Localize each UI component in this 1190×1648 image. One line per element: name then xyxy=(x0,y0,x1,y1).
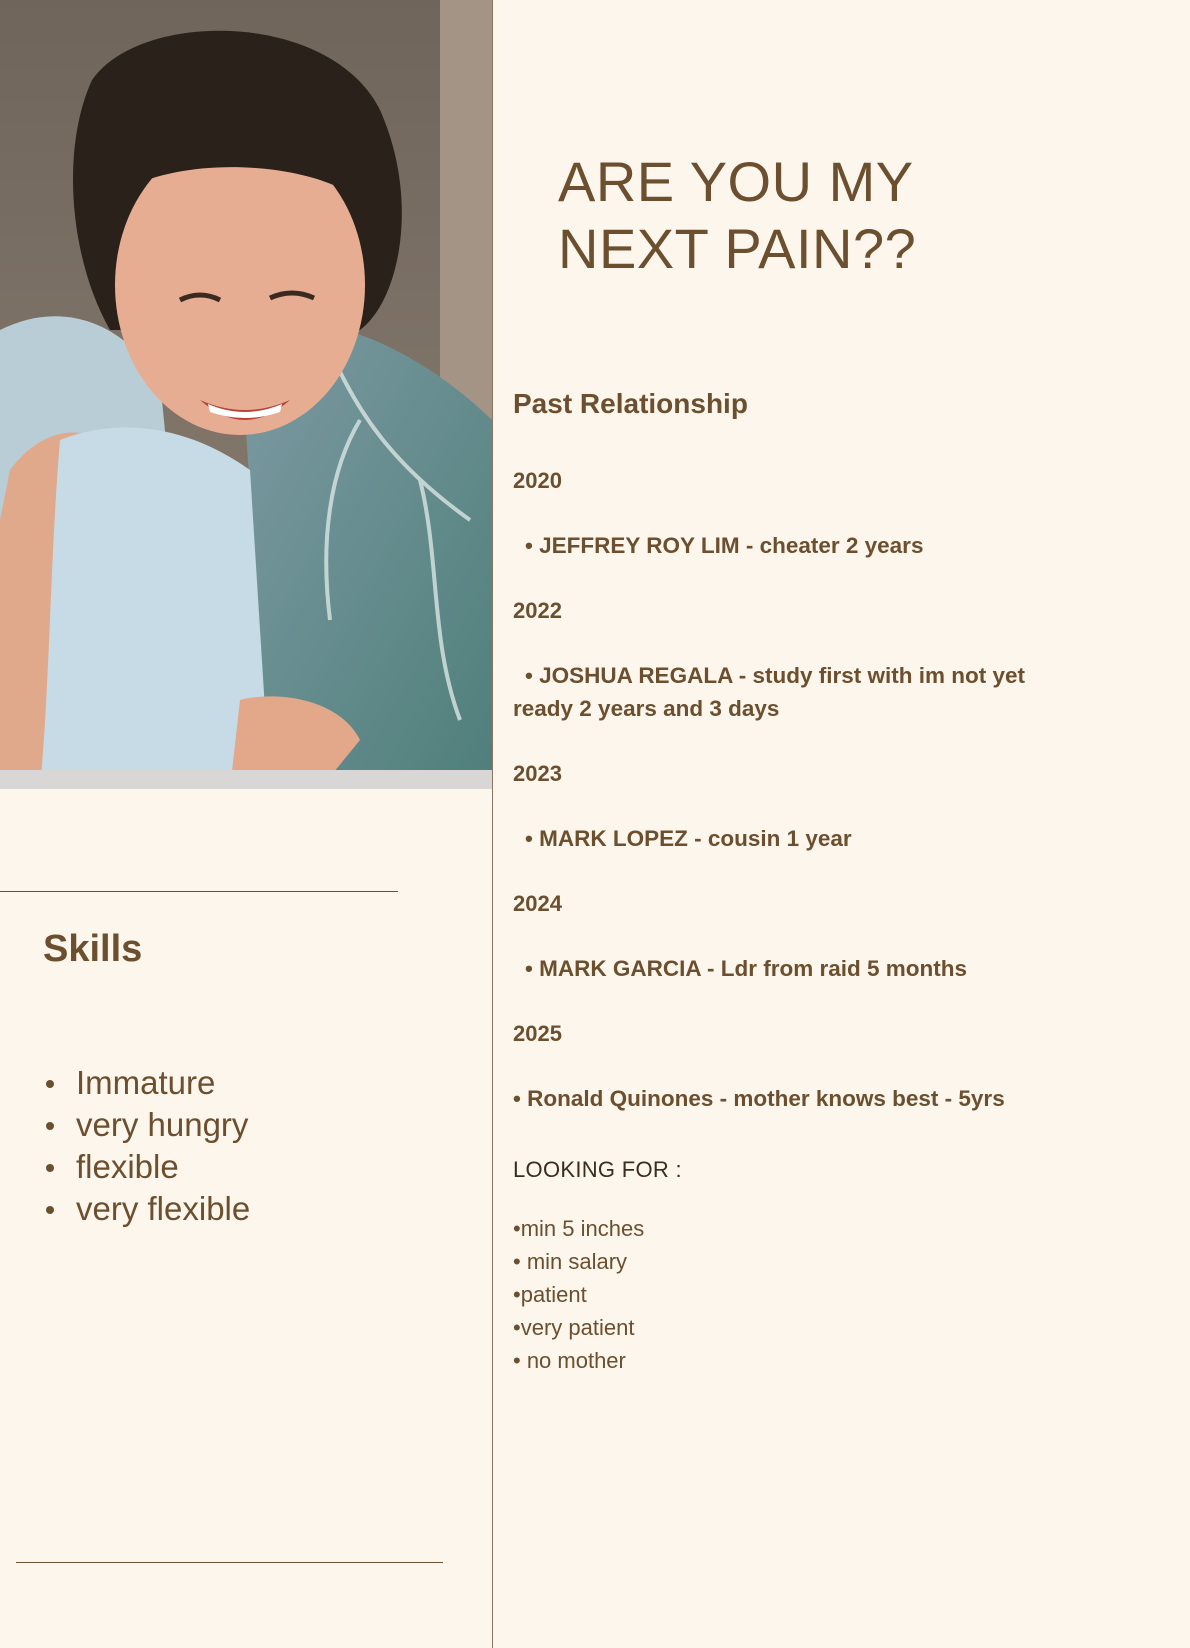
title-line-1: ARE YOU MY xyxy=(558,150,914,213)
skill-item: very hungry xyxy=(43,1104,250,1146)
divider-line xyxy=(16,1562,443,1563)
looking-for-item: •very patient xyxy=(513,1315,635,1340)
relationship-entry: • MARK GARCIA - Ldr from raid 5 months xyxy=(525,956,968,981)
skill-item: very flexible xyxy=(43,1188,250,1230)
column-divider xyxy=(492,0,493,1648)
skills-list xyxy=(43,1062,250,1230)
relationship-entry: • JOSHUA REGALA - study first with im not yet ready 2 years and 3 days xyxy=(513,663,1025,721)
looking-for-item: • min salary xyxy=(513,1249,628,1274)
year-label: 2020 xyxy=(513,468,562,493)
skill-item: flexible xyxy=(43,1146,250,1188)
title-line-2: NEXT PAIN?? xyxy=(558,217,917,280)
year-label: 2023 xyxy=(513,761,562,786)
relationship-entry: • JEFFREY ROY LIM - cheater 2 years xyxy=(525,533,924,558)
year-label: 2025 xyxy=(513,1021,562,1046)
looking-for-list xyxy=(513,1212,644,1377)
relationship-entry: • Ronald Quinones - mother knows best - 5yrs xyxy=(513,1086,1005,1111)
relationship-entry: • MARK LOPEZ - cousin 1 year xyxy=(525,826,852,851)
skills-heading: Skills xyxy=(43,928,143,970)
skill-item: Immature xyxy=(43,1062,250,1104)
profile-photo xyxy=(0,0,492,789)
looking-for-heading: LOOKING FOR : xyxy=(513,1157,682,1182)
year-label: 2022 xyxy=(513,598,562,623)
looking-for-item: •patient xyxy=(513,1282,587,1307)
year-label: 2024 xyxy=(513,891,562,916)
looking-for-item: •min 5 inches xyxy=(513,1216,645,1241)
page-title xyxy=(558,148,916,282)
divider-line xyxy=(0,891,398,892)
past-relationship-heading: Past Relationship xyxy=(513,388,748,419)
looking-for-item: • no mother xyxy=(513,1348,626,1373)
